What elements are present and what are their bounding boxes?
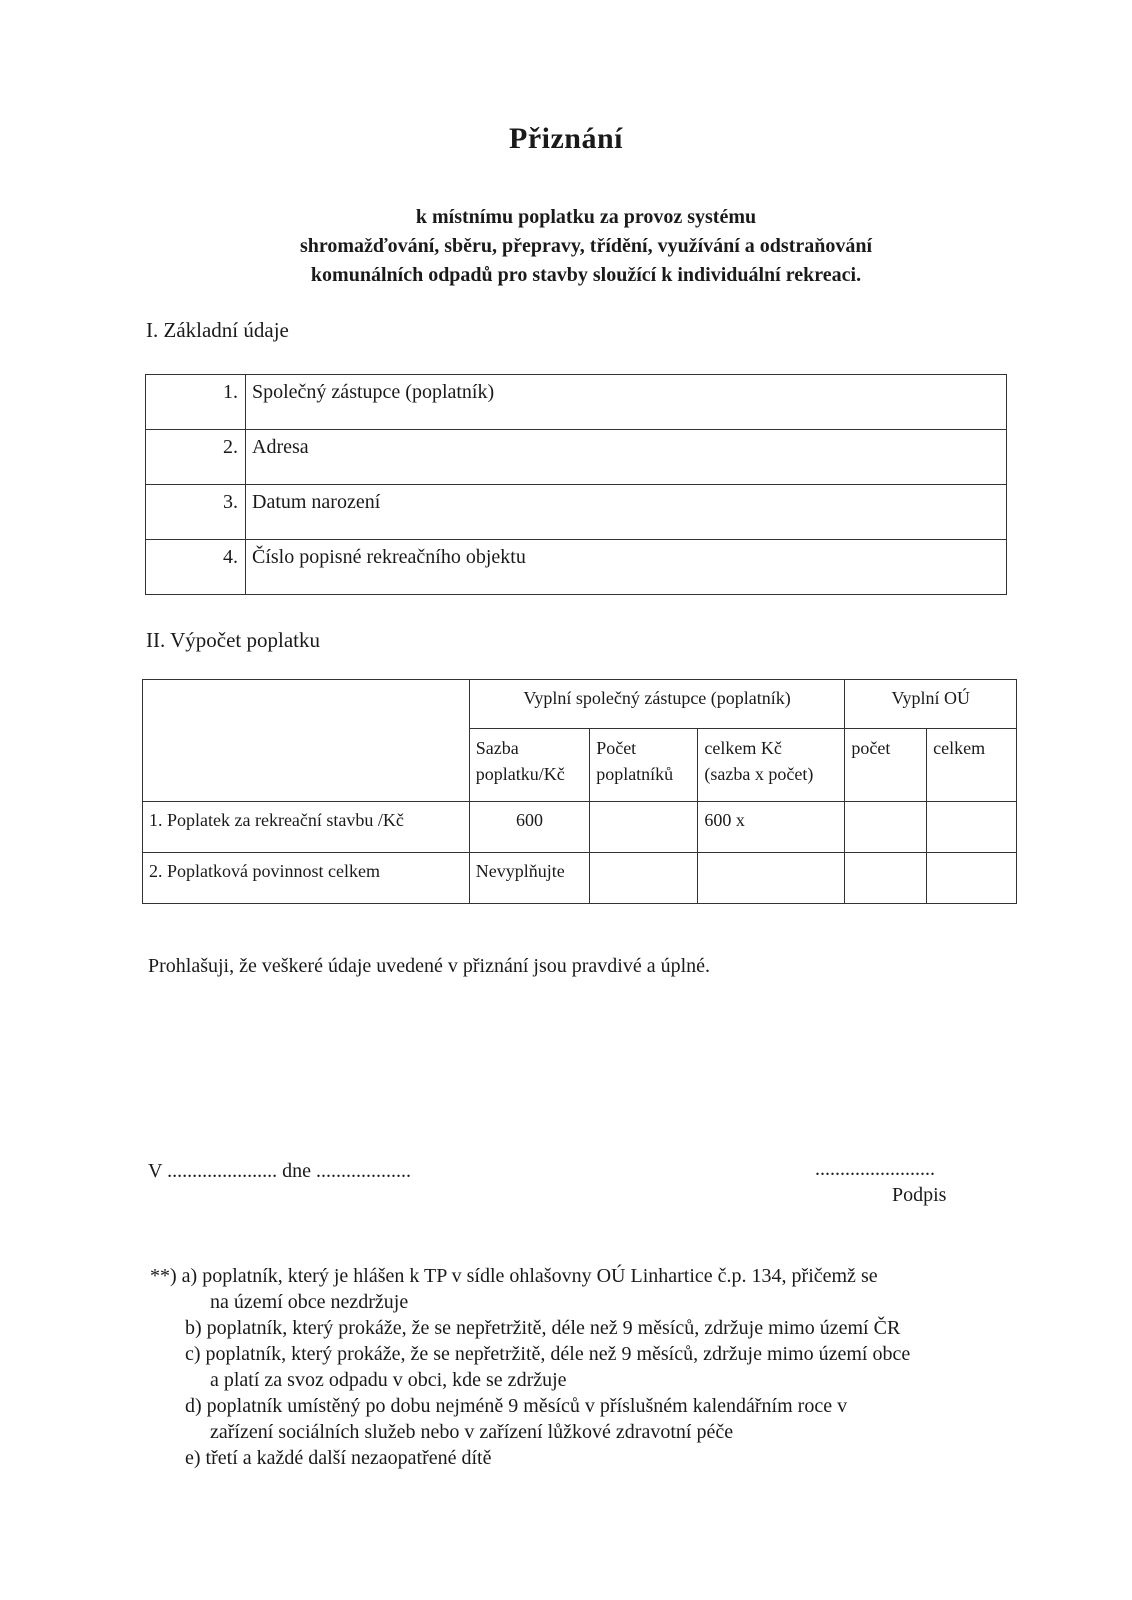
table-row: [143, 680, 1017, 729]
section2-heading: II. Výpočet poplatku: [146, 628, 320, 652]
table-row: [143, 802, 1017, 853]
table-row: [143, 853, 1017, 904]
col-header-rate: [469, 729, 589, 802]
empty-corner-cell: [143, 680, 470, 802]
row-number: 2.: [146, 430, 246, 485]
cell-rate-value: 600: [469, 802, 589, 853]
col-header-count: [590, 729, 698, 802]
subtitle-line-2: shromažďování, sběru, přepravy, třídění, využívání a odstraňování: [299, 235, 873, 257]
note-a-line1: **) a) poplatník, který je hlášen k TP v sídle ohlašovny OÚ Linhartice č.p. 134, přičemž se: [150, 1265, 878, 1287]
col-header-rate-line1: Sazba: [475, 738, 519, 758]
col-header-total-line1: celkem Kč: [704, 738, 782, 758]
footnotes: [150, 1263, 1030, 1471]
note-c-line2: a platí za svoz odpadu v obci, kde se zdržuje: [210, 1369, 567, 1391]
cell-office-count-total[interactable]: [845, 853, 927, 904]
note-a-line2: na území obce nezdržuje: [210, 1291, 409, 1313]
section1-heading: I. Základní údaje: [146, 318, 289, 342]
cell-office-total[interactable]: [927, 802, 1017, 853]
table-row: [146, 375, 1007, 430]
col-header-office-count: počet: [845, 729, 927, 802]
row-number: 1.: [146, 375, 246, 430]
row-number: 4.: [146, 540, 246, 595]
subtitle-line-3: komunálních odpadů pro stavby sloužící k individuální rekreaci.: [310, 264, 862, 286]
note-c-line1: c) poplatník, který prokáže, že se nepřetržitě, déle než 9 měsíců, zdržuje mimo území obce: [185, 1343, 911, 1365]
signature-label: Podpis: [892, 1184, 947, 1206]
row-number: 3.: [146, 485, 246, 540]
cell-count-input[interactable]: [590, 802, 698, 853]
place-date-line[interactable]: V ...................... dne ...................: [148, 1160, 411, 1182]
subtitle-line-1: k místnímu poplatku za provoz systému: [415, 206, 757, 228]
col-header-count-line1: Počet: [596, 738, 637, 758]
page-title: Přiznání: [509, 122, 623, 155]
subtitle: [200, 203, 972, 290]
table-row: [146, 430, 1007, 485]
table-row: [146, 540, 1007, 595]
fee-calculation-table: [142, 679, 1017, 904]
basic-info-table: [145, 374, 1007, 595]
signature-line[interactable]: ........................: [815, 1158, 935, 1180]
row-label-fee: 1. Poplatek za rekreační stavbu /Kč: [143, 802, 470, 853]
table-row: [146, 485, 1007, 540]
field-representative[interactable]: Společný zástupce (poplatník): [246, 375, 1007, 430]
group-header-taxpayer: Vyplní společný zástupce (poplatník): [469, 680, 845, 729]
cell-office-total-sum[interactable]: [927, 853, 1017, 904]
cell-office-count[interactable]: [845, 802, 927, 853]
field-birth-date[interactable]: Datum narození: [246, 485, 1007, 540]
note-b: b) poplatník, který prokáže, že se nepřetržitě, déle než 9 měsíců, zdržuje mimo území ČR: [185, 1317, 901, 1339]
group-header-office: Vyplní OÚ: [845, 680, 1017, 729]
field-address[interactable]: Adresa: [246, 430, 1007, 485]
note-d-line1: d) poplatník umístěný po dobu nejméně 9 měsíců v příslušném kalendářním roce v: [185, 1395, 848, 1417]
col-header-office-total: celkem: [927, 729, 1017, 802]
col-header-count-line2: poplatníků: [596, 764, 674, 784]
cell-total-value[interactable]: 600 x: [698, 802, 845, 853]
declaration-text: Prohlašuji, že veškeré údaje uvedené v přiznání jsou pravdivé a úplné.: [148, 955, 711, 977]
field-house-number[interactable]: Číslo popisné rekreačního objektu: [246, 540, 1007, 595]
cell-do-not-fill: Nevyplňujte: [469, 853, 589, 904]
col-header-rate-line2: poplatku/Kč: [475, 764, 565, 784]
note-e: e) třetí a každé další nezaopatřené dítě: [185, 1447, 492, 1469]
col-header-total-line2: (sazba x počet): [704, 764, 814, 784]
note-d-line2: zařízení sociálních služeb nebo v zařízení lůžkové zdravotní péče: [210, 1421, 734, 1443]
col-header-total: [698, 729, 845, 802]
cell-total-obligation[interactable]: [698, 853, 845, 904]
row-label-obligation: 2. Poplatková povinnost celkem: [143, 853, 470, 904]
cell-empty: [590, 853, 698, 904]
